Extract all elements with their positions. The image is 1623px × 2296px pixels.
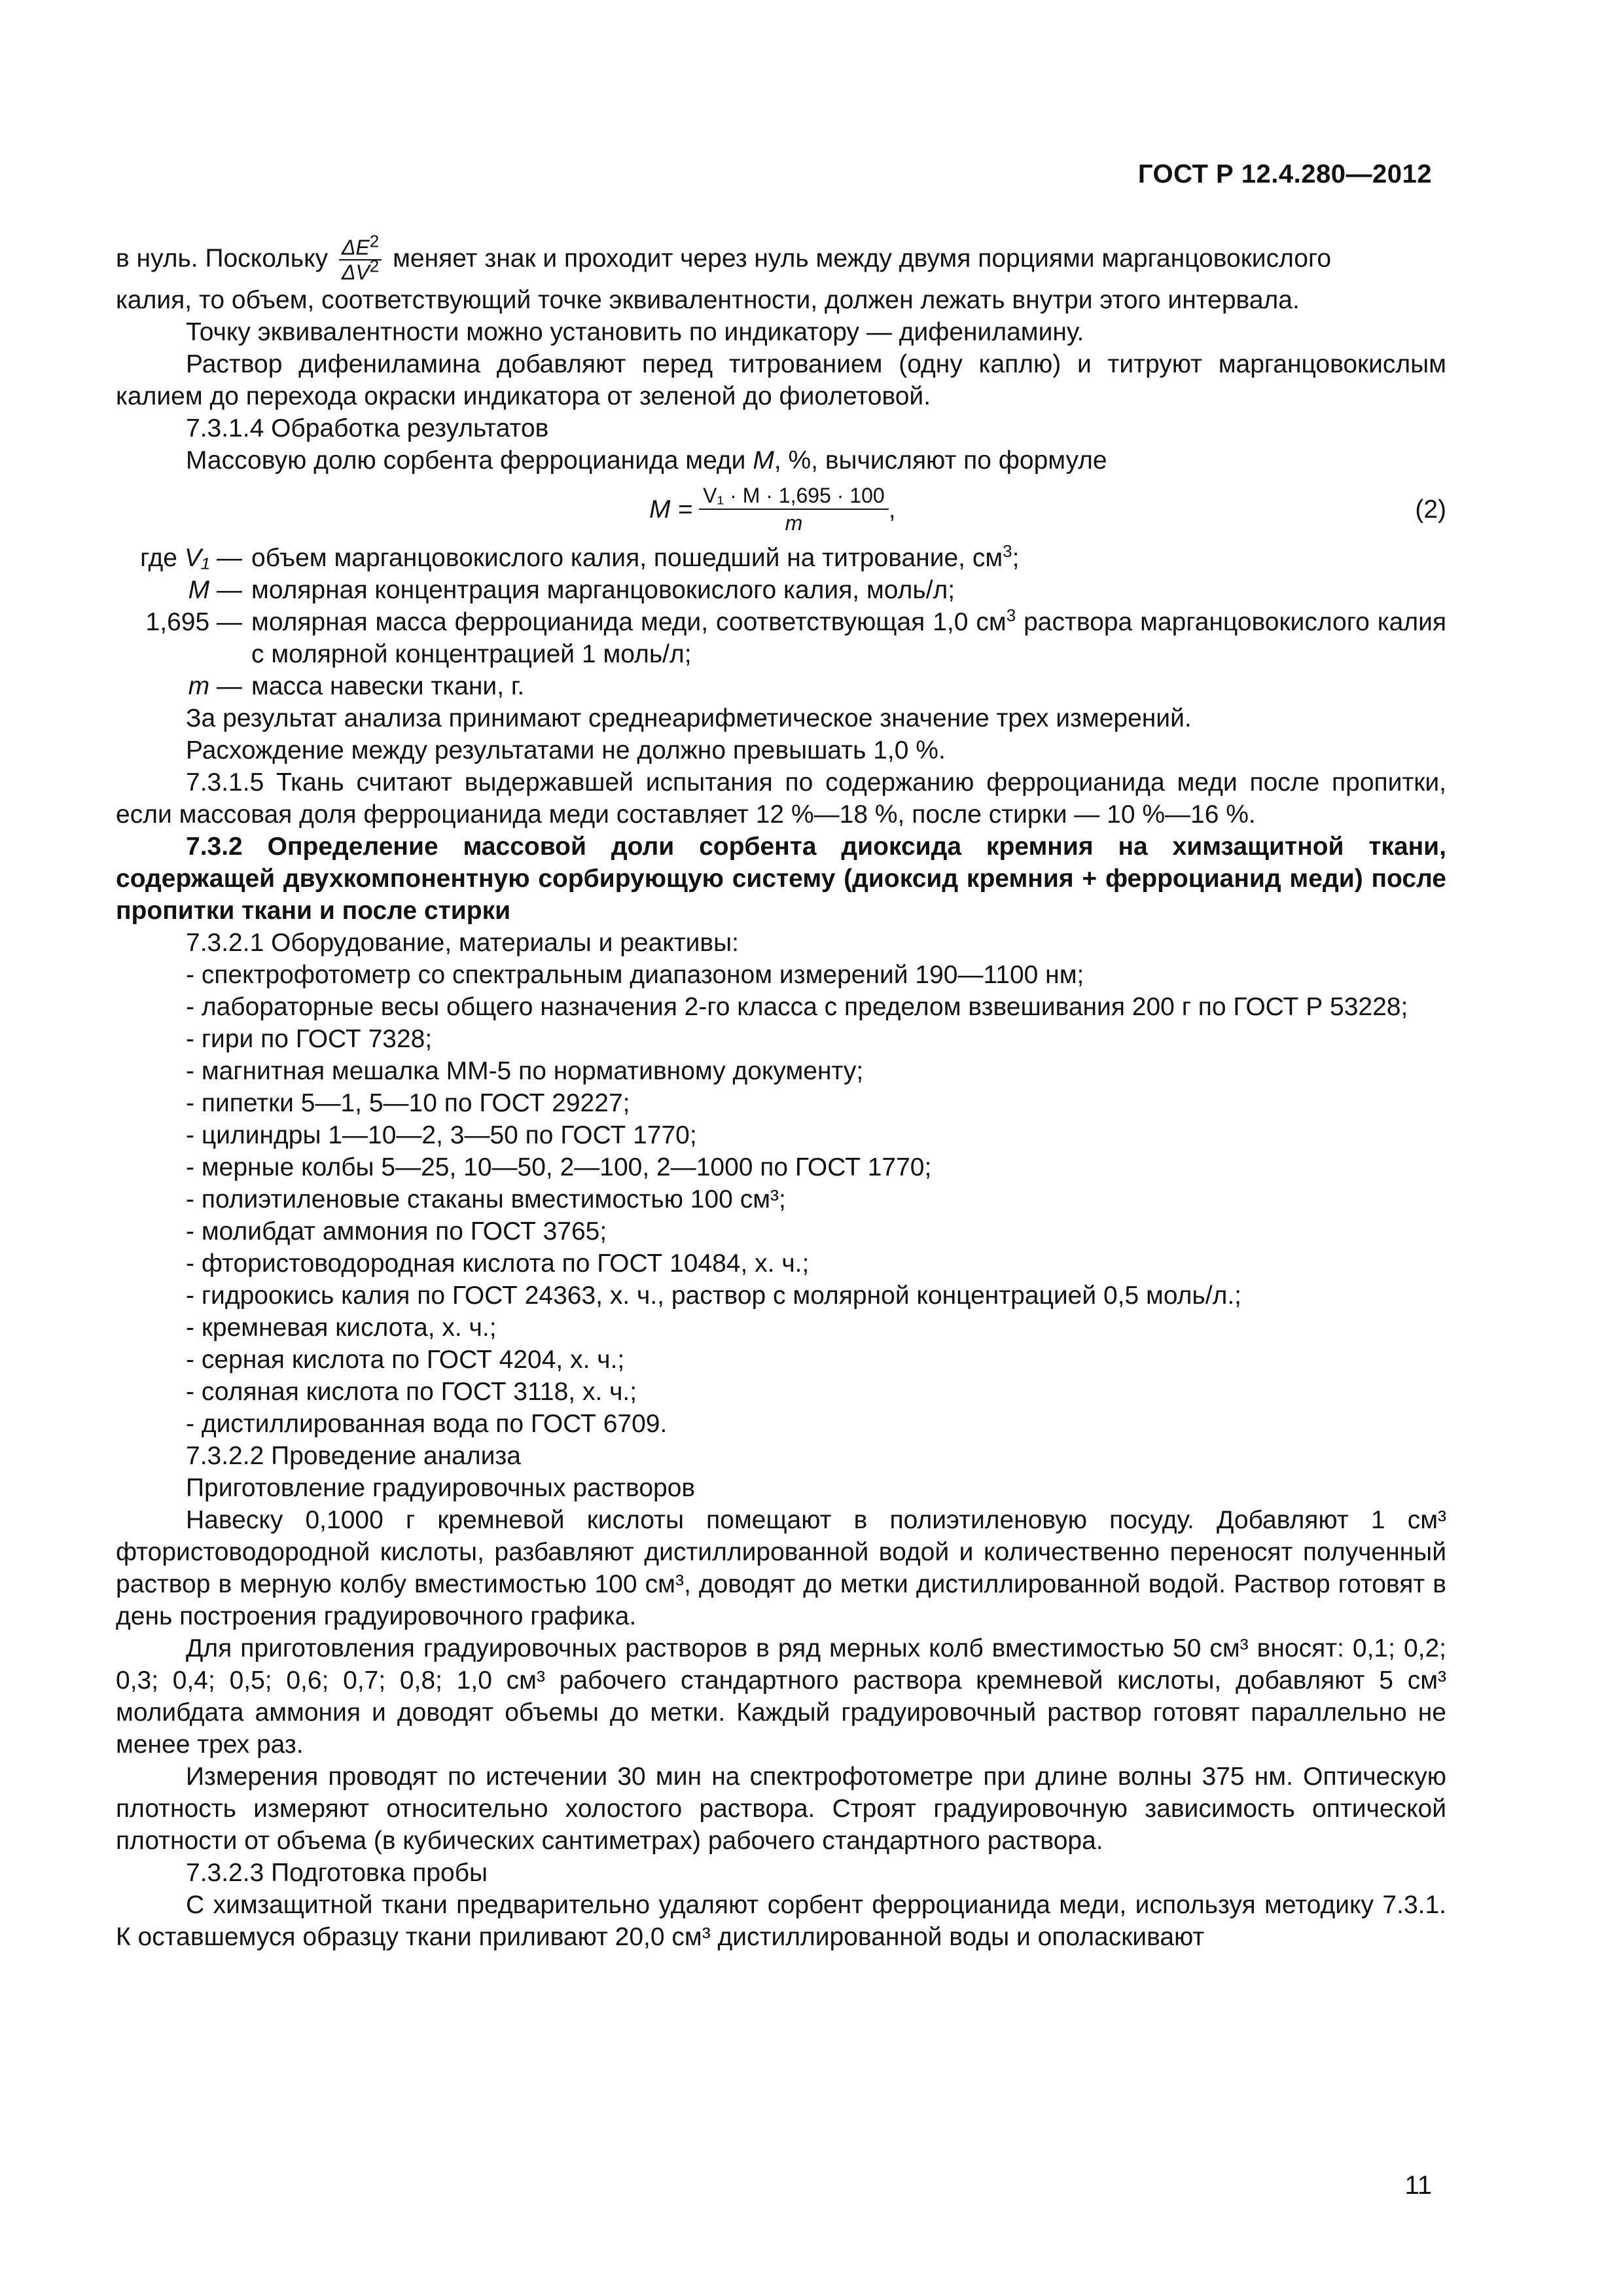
- document-code: ГОСТ Р 12.4.280—2012: [1137, 160, 1432, 188]
- list-item: - лабораторные весы общего назначения 2-го класса с пределом взвешивания 200 г по ГОСТ Р 53228;: [186, 993, 1408, 1021]
- page-content: [116, 231, 1446, 1953]
- list-item: - фтористоводородная кислота по ГОСТ 10484, х. ч.;: [186, 1249, 810, 1278]
- list-item: - полиэтиленовые стаканы вместимостью 100 см³;: [186, 1185, 786, 1213]
- heading-7-3-2: 7.3.2 Определение массовой доли сорбента диоксида кремния на химзащитной ткани, содержащей двухкомпонентную сорбирующую систему (диоксид кремния + ферроцианид меди) после пропитки ткани и после стирки: [116, 833, 1446, 925]
- paragraph-7-3-1-5: 7.3.1.5 Ткань считают выдержавшей испытания по содержанию ферроцианида меди после пропитки, если массовая доля ферроцианида меди составляет 12 %—18 %, после стирки — 10 %—16 %.: [116, 768, 1446, 829]
- where-item: m — масса навески ткани, г.: [116, 670, 1446, 702]
- where-term: V₁: [184, 544, 210, 572]
- formula-lhs: M =: [649, 495, 693, 524]
- list-item: - спектрофотометр со спектральным диапазоном измерений 190—1100 нм;: [186, 961, 1084, 989]
- list-item: - гири по ГОСТ 7328;: [186, 1025, 433, 1053]
- heading-7-3-2-1: 7.3.2.1 Оборудование, материалы и реактивы:: [186, 929, 739, 957]
- list-item: - кремневая кислота, х. ч.;: [186, 1314, 497, 1342]
- fraction-numerator: ΔE: [341, 236, 370, 259]
- fraction-numerator-exp: 2: [369, 231, 380, 251]
- formula-trail: ,: [888, 495, 896, 524]
- where-def: молярная концентрация марганцовокислого калия, моль/л;: [251, 576, 955, 604]
- list-item: - дистиллированная вода по ГОСТ 6709.: [186, 1410, 668, 1438]
- list-item: - магнитная мешалка ММ-5 по нормативному документу;: [186, 1057, 864, 1085]
- paragraph-discrepancy: Расхождение между результатами не должно превышать 1,0 %.: [186, 736, 946, 764]
- paragraph-indicator: Точку эквивалентности можно установить по индикатору — дифениламину.: [186, 318, 1084, 346]
- formula-fraction: [699, 482, 889, 536]
- where-def: молярная масса ферроцианида меди, соответствующая 1,0 см: [251, 608, 1007, 636]
- formula-2: [116, 476, 1446, 542]
- list-item: - мерные колбы 5—25, 10—50, 2—100, 2—1000 по ГОСТ 1770;: [186, 1153, 932, 1181]
- where-term: M: [188, 576, 210, 604]
- paragraph-calibration-3: Измерения проводят по истечении 30 мин на спектрофотометре при длине волны 375 нм. Оптическую плотность измеряют относительно холостого раствора. Строят градуировочную зависимость оптической плотности от объема (в кубических сантиметрах) рабочего стандартного раствора.: [116, 1763, 1446, 1855]
- list-item: - серная кислота по ГОСТ 4204, х. ч.;: [186, 1346, 625, 1374]
- paragraph-result: За результат анализа принимают среднеарифметическое значение трех измерений.: [186, 704, 1192, 732]
- paragraph-calibration-1: Навеску 0,1000 г кремневой кислоты помещают в полиэтиленовую посуду. Добавляют 1 см³ фтористоводородной кислоты, разбавляют дистиллированной водой и количественно переносят полученный раствор в мерную колбу вместимостью 100 см³, доводят до метки дистиллированной водой. Раствор готовят в день построения градуировочного графика.: [116, 1506, 1446, 1630]
- list-item: - соляная кислота по ГОСТ 3118, х. ч.;: [186, 1378, 637, 1406]
- formula-number: (2): [1415, 495, 1446, 524]
- where-list: [116, 542, 1446, 702]
- equipment-list: [116, 959, 1446, 1440]
- where-item: 1,695 — молярная масса ферроцианида меди, соответствующая 1,0 $см^3$ раствора марганцовокислого калия с молярной концентрацией 1 моль/л;: [145, 605, 1446, 668]
- fraction-denominator: ΔV: [341, 260, 370, 284]
- where-term: 1,695: [145, 608, 210, 636]
- delta-fraction: [339, 231, 382, 284]
- where-def: масса навески ткани, г.: [251, 672, 525, 700]
- formula-numerator: V₁ · M · 1,695 · 100: [699, 482, 889, 510]
- heading-7-3-1-4: 7.3.1.4 Обработка результатов: [186, 414, 549, 442]
- paragraph-mass-fraction: Массовую долю сорбента ферроцианида меди M, %, вычисляют по формуле: [186, 446, 1107, 475]
- where-item: где V₁ — объем марганцовокислого калия, пошедший на титрование, $см^3$;: [140, 541, 1020, 572]
- where-item: M — молярная концентрация марганцовокислого калия, моль/л;: [116, 574, 1446, 606]
- fraction-denominator-exp: 2: [369, 256, 380, 276]
- subheading-calibration: Приготовление градуировочных растворов: [186, 1474, 696, 1502]
- where-def: объем марганцовокислого калия, пошедший на титрование, см: [251, 544, 1003, 572]
- intro-text-after: меняет знак и проходит через нуль между двумя порциями марганцовокислого: [393, 244, 1332, 273]
- paragraph-sample-prep: С химзащитной ткани предварительно удаляют сорбент ферроцианида меди, используя методику 7.3.1. К оставшемуся образцу ткани приливают 20,0 см³ дистиллированной воды и ополаскивают: [116, 1891, 1446, 1951]
- formula-denominator: m: [785, 511, 803, 535]
- intro-line-2: калия, то объем, соответствующий точке эквивалентности, должен лежать внутри этого интервала.: [116, 286, 1300, 314]
- list-item: - молибдат аммония по ГОСТ 3765;: [186, 1217, 607, 1246]
- intro-text-before: в нуль. Поскольку: [116, 244, 329, 273]
- list-item: - гидроокись калия по ГОСТ 24363, х. ч., раствор с молярной концентрацией 0,5 моль/л.;: [186, 1282, 1242, 1310]
- paragraph-calibration-2: Для приготовления градуировочных растворов в ряд мерных колб вместимостью 50 см³ вносят: 0,1; 0,2; 0,3; 0,4; 0,5; 0,6; 0,7; 0,8; 1,0 см³ рабочего стандартного раствора кремневой кислоты, добавляют 5 см³ молибдата аммония и доводят объемы до метки. Каждый градуировочный раствор готовят параллельно не менее трех раз.: [116, 1634, 1446, 1759]
- paragraph-solution: Раствор дифениламина добавляют перед титрованием (одну каплю) и титруют марганцовокислым калием до перехода окраски индикатора от зеленой до фиолетовой.: [116, 350, 1446, 410]
- where-term: m: [188, 672, 210, 700]
- intro-line-1: [116, 231, 1446, 284]
- page-number: 11: [1404, 2171, 1432, 2200]
- heading-7-3-2-3: 7.3.2.3 Подготовка пробы: [186, 1859, 488, 1887]
- list-item: - цилиндры 1—10—2, 3—50 по ГОСТ 1770;: [186, 1121, 697, 1149]
- heading-7-3-2-2: 7.3.2.2 Проведение анализа: [186, 1442, 521, 1470]
- list-item: - пипетки 5—1, 5—10 по ГОСТ 29227;: [186, 1089, 630, 1117]
